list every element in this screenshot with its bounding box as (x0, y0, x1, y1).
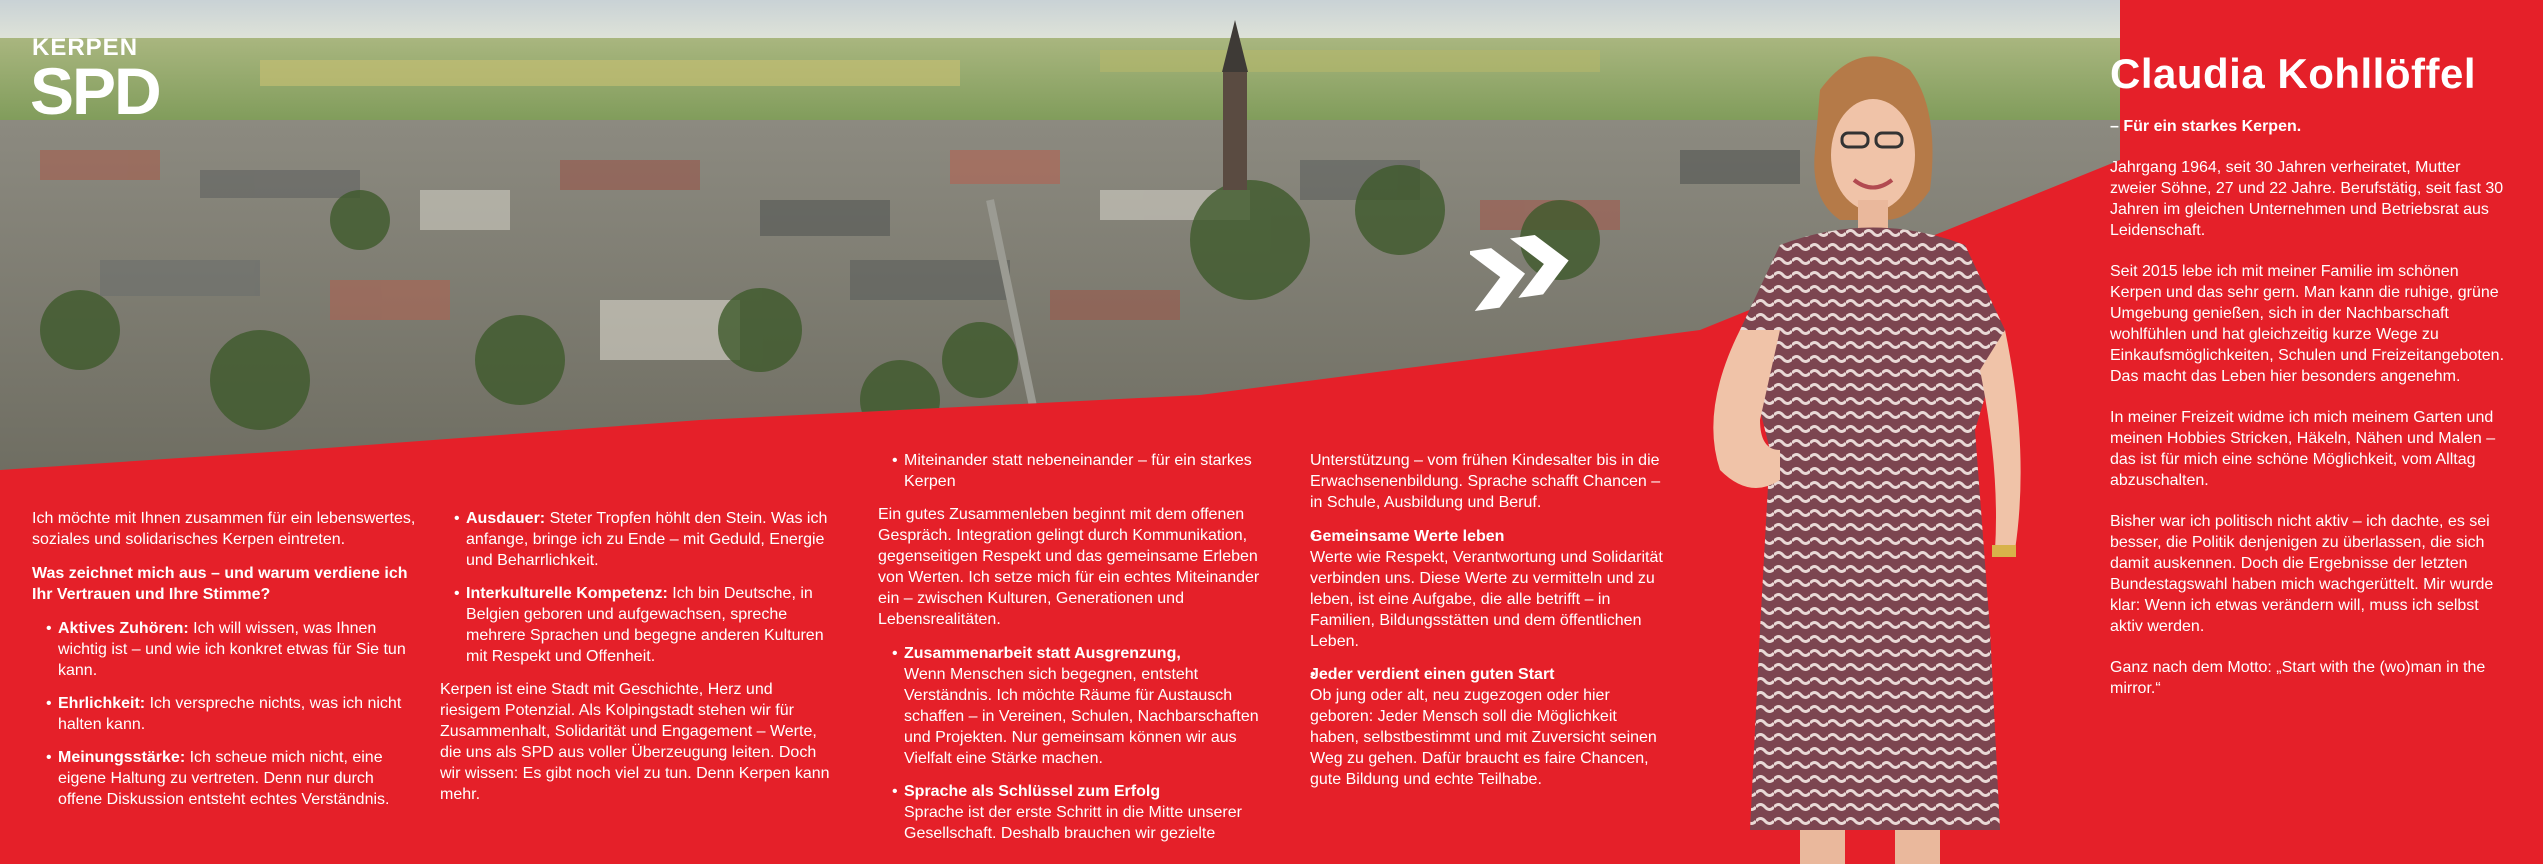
list-item: • Interkulturelle Kompetenz: Ich bin Deutsche, in Belgien geboren und aufgewachsen, spreche mehrere Sprachen und begegne anderen Kulturen mit Respekt und Offenheit. (440, 583, 835, 667)
section-heading: • Miteinander statt nebeneinander – für ein starkes Kerpen (878, 450, 1273, 492)
list-item: • Ehrlichkeit: Ich verspreche nichts, was ich nicht halten kann. (32, 693, 422, 735)
candidate-name: Claudia Kohllöffel (2110, 50, 2476, 97)
column-2 (440, 508, 835, 818)
bio-paragraph: In meiner Freizeit widme ich mich meinem Garten und meinen Hobbies Stricken, Häkeln, Nähen und Malen – das ist für mich eine schöne Möglichkeit, vom Alltag abzuschalten. (2110, 409, 2496, 489)
list-item: • Jeder verdient einen guten Start Ob jung oder alt, neu zugezogen oder hier geboren: Jeder Mensch soll die Möglichkeit haben, selbstbestimmt und mit Zuversicht seinen Weg zu gehen. Dafür braucht es faire Chancen, gute Bildung und echte Teilhabe. (1296, 664, 1666, 790)
list-item: • Meinungsstärke: Ich scheue mich nicht, eine eigene Haltung zu vertreten. Denn nur durch offene Diskussion entsteht echtes Verständnis. (32, 747, 422, 810)
qualities-list-continued (440, 508, 835, 667)
closing-text: Kerpen ist eine Stadt mit Geschichte, Herz und riesigem Potenzial. Als Kolpingstadt stehen wir für Zusammenhalt, Solidarität und Engagement – Werte, die uns als SPD aus voller Überzeugung leiten. Doch wir wissen: Es gibt noch viel zu tun. Denn Kerpen kann mehr. (440, 681, 830, 803)
logo-party: SPD (30, 54, 160, 128)
values-list (1296, 526, 1666, 790)
topics-list (878, 643, 1273, 844)
bio-paragraph: Ganz nach dem Motto: „Start with the (wo)man in the mirror.“ (2110, 659, 2486, 697)
heading-list (878, 450, 1273, 492)
question-heading: Was zeichnet mich aus – und warum verdiene ich Ihr Vertrauen und Ihre Stimme? (32, 565, 408, 603)
list-item: • Gemeinsame Werte leben Werte wie Respekt, Verantwortung und Solidarität verbinden uns. Diese Werte zu vermitteln und zu leben, ist eine Aufgabe, die alle betrifft – in Familien, Bildungsstätten und dem öffentlichen Leben. (1296, 526, 1666, 652)
kerpen-spd-logo (30, 34, 180, 128)
qualities-list (32, 618, 422, 810)
list-item: • Sprache als Schlüssel zum Erfolg Sprache ist der erste Schritt in die Mitte unserer Gesellschaft. Deshalb brauchen wir gezielte (878, 781, 1273, 844)
bio-paragraph: Bisher war ich politisch nicht aktiv – ich dachte, es sei besser, die Politik denjenigen zu überlassen, die sich damit auskennen. Doch die Ergebnisse der letzten Bundestagswahl haben mich wachgerüttelt. Mir wurde klar: Wenn ich etwas verändern will, muss ich selbst aktiv werden. (2110, 513, 2494, 635)
candidate-bio (2110, 116, 2510, 719)
list-item: • Ausdauer: Steter Tropfen höhlt den Stein. Was ich anfange, bringe ich zu Ende – mit Geduld, Energie und Beharrlichkeit. (440, 508, 835, 571)
list-item: • Zusammenarbeit statt Ausgrenzung, Wenn Menschen sich begegnen, entsteht Verständnis. Ich möchte Räume für Austausch schaffen – in Vereinen, Schulen, Nachbarschaften und Projekten. Nur gemeinsam können wir aus Vielfalt eine Stärke machen. (878, 643, 1273, 769)
column-1 (32, 508, 422, 822)
logo-town: KERPEN (32, 34, 139, 61)
chevron-double-right-icon (1470, 228, 1590, 318)
tagline: – Für ein starkes Kerpen. (2110, 118, 2302, 135)
list-item: • Aktives Zuhören: Ich will wissen, was Ihnen wichtig ist – und wie ich konkret etwas für Sie tun kann. (32, 618, 422, 681)
bio-paragraph: Seit 2015 lebe ich mit meiner Familie im schönen Kerpen und das sehr gern. Man kann die ruhige, grüne Umgebung genießen, sich in der Nachbarschaft wohlfühlen und hat gleichzeitig kurze Wege zu Einkaufsmöglichkeiten, Schulen und Freizeitangeboten. Das macht das Leben hier besonders angenehm. (2110, 263, 2505, 385)
column-3 (878, 450, 1273, 856)
section-intro: Ein gutes Zusammenleben beginnt mit dem offenen Gespräch. Integration gelingt durch Kommunikation, gegenseitigen Respekt und das gemeinsame Erleben von Werten. Ich setze mich für ein echtes Miteinander ein – zwischen Kulturen, Generationen und Lebensrealitäten. (878, 506, 1260, 628)
column-4 (1296, 450, 1666, 802)
bio-paragraph: Jahrgang 1964, seit 30 Jahren verheiratet, Mutter zweier Söhne, 27 und 22 Jahre. Berufstätig, seit fast 30 Jahren im gleichen Unternehmen und Betriebsrat aus Leidenschaft. (2110, 159, 2504, 239)
continuation-text: Unterstützung – vom frühen Kindesalter bis in die Erwachsenenbildung. Sprache schafft Chancen – in Schule, Ausbildung und Beruf. (1310, 452, 1661, 511)
candidate-portrait (1630, 30, 2100, 864)
intro-text: Ich möchte mit Ihnen zusammen für ein lebenswertes, soziales und solidarisches Kerpen eintreten. (32, 510, 416, 548)
